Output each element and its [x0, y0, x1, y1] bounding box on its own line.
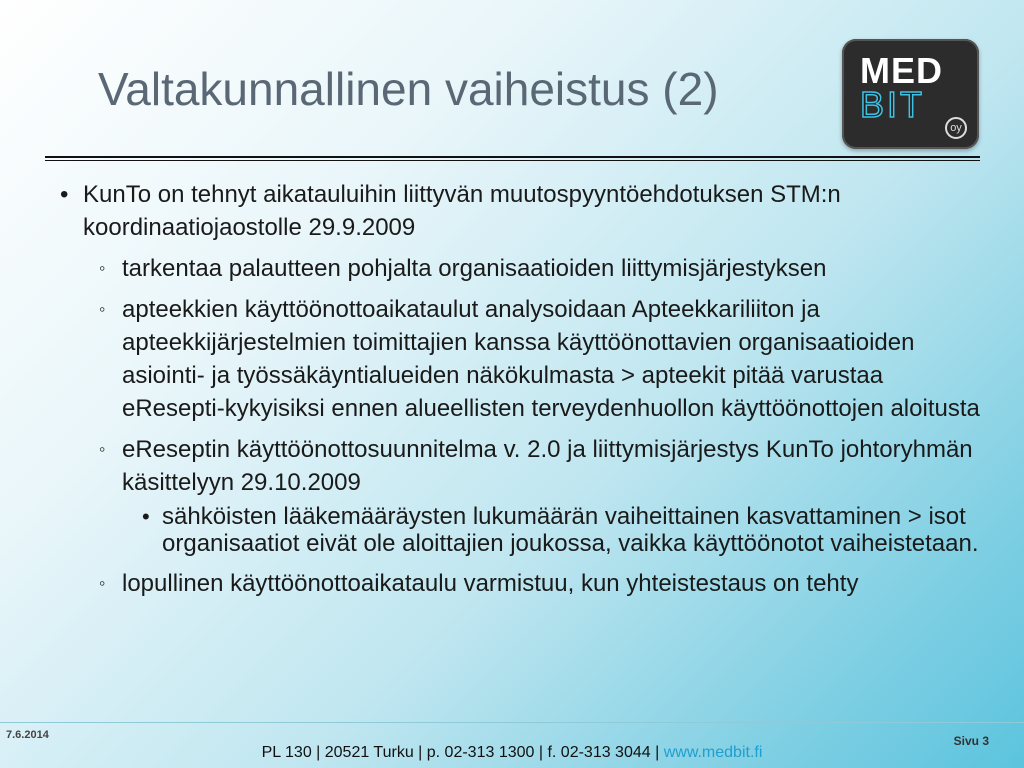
bullet-dot-icon: • — [60, 181, 69, 208]
page-number: Sivu 3 — [953, 734, 989, 748]
bullet-circle-icon: ◦ — [99, 439, 106, 459]
bullet-level2 — [60, 567, 980, 600]
bullet-text: lopullinen käyttöönottoaikataulu varmistuu, kun yhteistestaus on tehty — [122, 570, 859, 597]
bullet-level3 — [60, 503, 980, 557]
bullet-text: tarkentaa palautteen pohjalta organisaatioiden liittymisjärjestyksen — [122, 255, 827, 282]
bullet-text: KunTo on tehnyt aikatauluihin liittyvän muutospyyntöehdotuksen STM:n koordinaatiojaostolle 29.9.2009 — [83, 181, 841, 241]
title-divider-thin — [45, 160, 980, 161]
bullet-level2 — [60, 252, 980, 285]
bullet-text: sähköisten lääkemääräysten lukumäärän vaiheittainen kasvattaminen > isot organisaatiot eivät ole aloittajien joukossa, vaikka käyttöönotot vaiheistetaan. — [162, 503, 979, 557]
bullet-text: eReseptin käyttöönottosuunnitelma v. 2.0 ja liittymisjärjestys KunTo johtoryhmän käsittelyyn 29.10.2009 — [122, 436, 973, 496]
slide-title: Valtakunnallinen vaiheistus (2) — [98, 63, 719, 115]
logo-bit-text: BIT — [860, 84, 926, 125]
bullet-circle-icon: ◦ — [99, 573, 106, 593]
footer-divider — [0, 722, 1024, 723]
logo-oy-badge: oy — [945, 117, 967, 139]
footer-contact — [0, 744, 1024, 762]
bullet-circle-icon: ◦ — [99, 258, 106, 278]
bullet-text: apteekkien käyttöönottoaikataulut analysoidaan Apteekkariliiton ja apteekkijärjestelmien toimittajien kanssa käyttöönottavien organisaatioiden asiointi- ja työssäkäyntialueiden näkökulmasta > apteekit pitää varustaa eResepti-kykyisiksi ennen alueellisten terveydenhuollon käyttöönottojen aloitusta — [122, 296, 980, 422]
slide-body — [60, 178, 980, 608]
footer-date: 7.6.2014 — [6, 729, 49, 741]
bullet-level2 — [60, 293, 980, 425]
bullet-circle-icon: ◦ — [99, 299, 106, 319]
bullet-dot-icon: • — [142, 504, 150, 529]
footer-address: PL 130 | 20521 Turku | p. 02-313 1300 | f. 02-313 3044 | — [261, 744, 664, 761]
bullet-level1 — [60, 178, 980, 244]
title-divider-thick — [45, 156, 980, 158]
bullet-level2 — [60, 433, 980, 499]
logo-med-text: MED — [860, 50, 943, 91]
footer-website-link[interactable]: www.medbit.fi — [663, 744, 763, 761]
medbit-logo — [842, 39, 979, 149]
